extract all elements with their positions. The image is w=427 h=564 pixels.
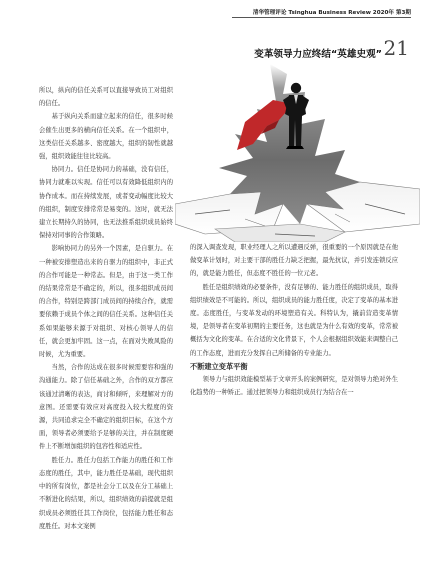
body-paragraph: 基于纵向关系而建立起来的信任，很多时候会催生出更多的横向信任关系。在一个组织中，这类信任关系越多、密度越大，组织的韧性就越强，组织效能往往比较高。 xyxy=(39,113,173,161)
body-paragraph: 所以，纵向的信任关系可以直接导致员工对组织的信任。 xyxy=(39,87,173,108)
header-rule xyxy=(232,17,411,18)
hero-head xyxy=(291,83,301,93)
body-paragraph: 领导力与组织效能模型基于文章开头的案例研究，是对领导力绝对外生化趋势的一种矫正。通过把领导力和组织成员行为结合在一 xyxy=(190,376,398,397)
body-paragraph: 协同力。信任是协同力的基础，没有信任，协同力就难以实现。信任可以有效降低组织内的协作成本。而在持续发展，或者变动幅度比较大的组织，制度安排常常是易变的。这时，就无法建立长期持久的协同，也无法推系组织成员始终保持对同事的合作策略。 xyxy=(39,166,173,240)
body-paragraph: 胜任是组织绩效的必要条件，没有足够的、能力胜任的组织成员，取得组织绩效是不可能的。所以，组织成员的能力胜任度，决定了变革的基本进度。态度胜任，与变革发动的环境塑造有关。科特认为，撬前营造变革情境，是领导者在变革初期的主要任务，这也就是为什么有效的变革，常常被概括为文化的变革。在合适的文化背景下，个人会根据组织效能来调整自己的工作态度，进而充分发挥自己所储备的专业能力。 xyxy=(190,283,398,357)
body-paragraph: 胜任力。胜任力包括工作能力的胜任和工作态度的胜任，其中，能力胜任是基础，现代组织中的所有岗位，都是社会分工以及在分工基础上不断进化的结果，所以，组织绩效的前提就是组织成员必须胜任其工作岗位，包括能力胜任和态度胜任。对本文案例 xyxy=(39,456,173,530)
superhero-illustration xyxy=(175,64,420,242)
section-subheading: 不断建立变革平衡 xyxy=(190,361,248,371)
page-number: 21 xyxy=(383,36,409,60)
right-text-column xyxy=(190,241,398,399)
page-header xyxy=(0,0,427,40)
body-paragraph: 影响协同力的另外一个因素，是自驱力。在一种被安排塑造出来的自驱力的组织中，非正式的合作可能是一种常态。但是，由于这一类工作的结果常常是不确定的，所以，很多组织成员间的合作，特别是跨部门成员间的持续合作，就需要依赖于成员个体之间的信任关系。这种信任关系如果能够来源于对组织、对核心领导人的信任，就会更加牢固。这一点，在面对失败风险的时候，尤为重要。 xyxy=(39,245,173,359)
body-paragraph: 当然，合作的达成在很多时候需要容和强的沟通能力。除了信任基础之外，合作的双方都应该通过清晰的表达，商讨和倾听，来理解对方的意图。还需要有效应对高度投入较大程度的资源，共同追求完全不确定的组织目标，在这个方面，领导者必须要给予足够的关注，并在制度硬件上不断增加组织的包容性和适应性。 xyxy=(39,364,173,451)
section-title: 变革领导力应终结“英雄史观” xyxy=(254,49,382,60)
journal-line: 清华管理评论 Tsinghua Business Review 2020年 第3期 xyxy=(252,10,411,16)
body-paragraph: 的深入调查发现，职业经理人之所以遭遇反弹，很重要的一个原因就是在他做变革计划时，对主要干部的胜任力缺乏把握，最先抗议，并引发连锁反应的，就是能力胜任，但态度不胜任的一位元老。 xyxy=(190,244,398,278)
left-text-column xyxy=(39,84,173,533)
